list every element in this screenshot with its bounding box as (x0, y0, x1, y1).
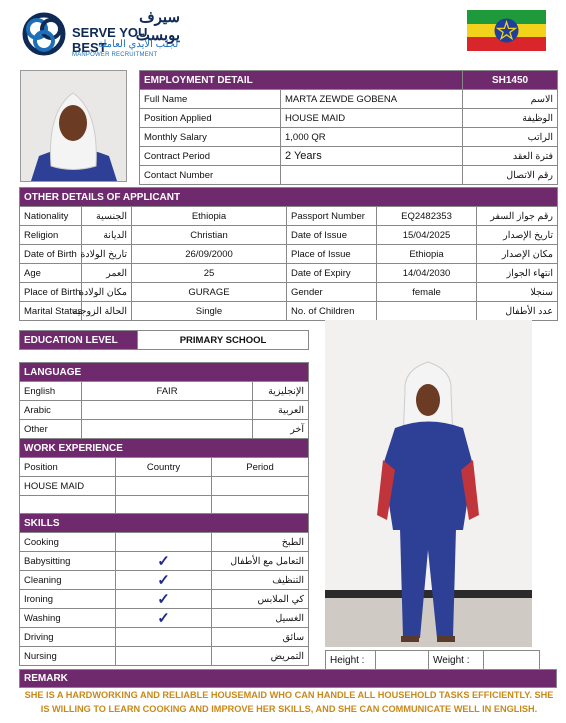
table-row (20, 533, 309, 552)
work-experience-table (19, 438, 309, 515)
other-details-table (19, 187, 558, 207)
language-name-arabic: الإنجليزية (253, 382, 309, 401)
work-header-row (20, 458, 309, 477)
check-icon: ✓ (116, 571, 212, 590)
skill-name-arabic: سائق (212, 628, 309, 647)
skills-title: SKILLS (20, 514, 309, 533)
field-value: 2 Years (281, 147, 463, 166)
applicant-code: SH1450 (463, 71, 558, 90)
table-row (20, 590, 309, 609)
language-name: Other (20, 420, 82, 439)
table-row (20, 226, 558, 245)
weight-value (484, 651, 540, 670)
table-row (20, 401, 309, 420)
field-value: Ethiopia (377, 245, 477, 264)
education-label: EDUCATION LEVEL (20, 331, 138, 350)
measurements-table (325, 650, 540, 670)
language-table (19, 362, 309, 439)
skill-name-arabic: الغسيل (212, 609, 309, 628)
logo-knot-icon (20, 12, 68, 56)
table-row (20, 647, 309, 666)
language-level (82, 401, 253, 420)
field-value (281, 166, 463, 185)
table-row (140, 166, 558, 185)
field-label: Religion (20, 226, 82, 245)
table-row (20, 283, 558, 302)
field-label-arabic: انتهاء الجواز (477, 264, 558, 283)
table-row (140, 90, 558, 109)
field-value: 14/04/2030 (377, 264, 477, 283)
field-label-arabic: عدد الأطفال (477, 302, 558, 321)
ethiopia-flag (467, 10, 546, 51)
field-label: Place of Issue (287, 245, 377, 264)
language-name: English (20, 382, 82, 401)
field-value: EQ2482353 (377, 207, 477, 226)
column-header: Country (116, 458, 212, 477)
check-icon: ✓ (116, 590, 212, 609)
table-row (20, 264, 558, 283)
field-label: Date of Expiry (287, 264, 377, 283)
logo-english-sub: MANPOWER RECRUITMENT (72, 52, 158, 58)
height-value (376, 651, 429, 670)
field-value: HOUSE MAID (281, 109, 463, 128)
skill-name-arabic: التمريض (212, 647, 309, 666)
field-label: Contact Number (140, 166, 281, 185)
table-row (140, 147, 558, 166)
field-label: Marital Status (20, 302, 82, 321)
work-position (20, 496, 116, 515)
field-value: Ethiopia (132, 207, 287, 226)
work-country (116, 477, 212, 496)
skill-name-arabic: التعامل مع الأطفال (212, 552, 309, 571)
field-value: 26/09/2000 (132, 245, 287, 264)
height-label: Height : (326, 651, 376, 670)
table-row (140, 109, 558, 128)
language-name-arabic: آخر (253, 420, 309, 439)
skill-name-arabic: الطبخ (212, 533, 309, 552)
table-row (20, 420, 309, 439)
field-label: No. of Children (287, 302, 377, 321)
field-label-arabic: الوظيفة (463, 109, 558, 128)
work-period (212, 496, 309, 515)
skill-name: Driving (20, 628, 116, 647)
field-value: Christian (132, 226, 287, 245)
skill-name: Cleaning (20, 571, 116, 590)
table-row (20, 245, 558, 264)
field-label: Full Name (140, 90, 281, 109)
field-label: Date of Birth (20, 245, 82, 264)
employment-title: EMPLOYMENT DETAIL (140, 71, 463, 90)
column-header: Period (212, 458, 309, 477)
other-details-rows (19, 206, 558, 321)
company-logo (20, 10, 180, 56)
language-level: FAIR (82, 382, 253, 401)
field-label-arabic: مكان الولادة (82, 283, 132, 302)
table-row (20, 552, 309, 571)
remark-title: REMARK (20, 670, 557, 688)
table-row (20, 571, 309, 590)
table-row (20, 628, 309, 647)
language-title: LANGUAGE (20, 363, 309, 382)
field-value: 1,000 QR (281, 128, 463, 147)
education-value: PRIMARY SCHOOL (138, 331, 309, 350)
field-value: 15/04/2025 (377, 226, 477, 245)
table-row (20, 207, 558, 226)
field-label-arabic: العمر (82, 264, 132, 283)
remark-table (19, 669, 557, 688)
skill-name-arabic: كي الملابس (212, 590, 309, 609)
field-value: MARTA ZEWDE GOBENA (281, 90, 463, 109)
field-label: Passport Number (287, 207, 377, 226)
field-label-arabic: سنجلا (477, 283, 558, 302)
language-name: Arabic (20, 401, 82, 420)
skill-name: Ironing (20, 590, 116, 609)
field-label-arabic: رقم جواز السفر (477, 207, 558, 226)
field-label-arabic: رقم الاتصال (463, 166, 558, 185)
field-label: Position Applied (140, 109, 281, 128)
table-row (20, 496, 309, 515)
field-label-arabic: الجنسية (82, 207, 132, 226)
field-label-arabic: تاريخ الإصدار (477, 226, 558, 245)
logo-arabic-name: سيرف يوبست (135, 9, 180, 44)
field-label: Nationality (20, 207, 82, 226)
field-label: Age (20, 264, 82, 283)
work-country (116, 496, 212, 515)
field-label-arabic: الديانة (82, 226, 132, 245)
applicant-portrait (20, 70, 127, 182)
language-level (82, 420, 253, 439)
field-label-arabic: مكان الإصدار (477, 245, 558, 264)
field-label-arabic: فترة العقد (463, 147, 558, 166)
other-details-title: OTHER DETAILS OF APPLICANT (20, 188, 558, 207)
field-value: GURAGE (132, 283, 287, 302)
check-icon: ✓ (116, 609, 212, 628)
field-value (377, 302, 477, 321)
remark-text: SHE IS A HARDWORKING AND RELIABLE HOUSEMAID WHO CAN HANDLE ALL HOUSEHOLD TASKS EFFICIENTLY. SHE IS WILLING TO LEARN COOKING AND IMPROVE HER SKILLS, AND SHE CAN COMMUNICATE WELL IN ENGLISH. (24, 690, 554, 714)
education-table (19, 330, 309, 350)
field-value: 25 (132, 264, 287, 283)
table-row (140, 128, 558, 147)
column-header: Position (20, 458, 116, 477)
field-label-arabic: تاريخ الولادة (82, 245, 132, 264)
work-title: WORK EXPERIENCE (20, 439, 309, 458)
skill-name: Cooking (20, 533, 116, 552)
field-value: female (377, 283, 477, 302)
employment-header-row (140, 71, 558, 90)
flag-emblem-icon (494, 18, 519, 43)
skill-check-cell (116, 628, 212, 647)
skill-check-cell (116, 533, 212, 552)
work-period (212, 477, 309, 496)
skill-name: Nursing (20, 647, 116, 666)
field-label: Contract Period (140, 147, 281, 166)
skill-name: Washing (20, 609, 116, 628)
field-label-arabic: الاسم (463, 90, 558, 109)
logo-english-name: SERVE YOU BEST (72, 25, 148, 55)
field-label: Date of Issue (287, 226, 377, 245)
skills-table (19, 513, 309, 666)
logo-arabic-sub: لجلب الايدي العاملة (98, 39, 179, 50)
table-row (20, 609, 309, 628)
table-row (20, 477, 309, 496)
table-row (20, 382, 309, 401)
field-label-arabic: الراتب (463, 128, 558, 147)
skill-check-cell (116, 647, 212, 666)
applicant-full-photo (325, 320, 532, 647)
field-value: Single (132, 302, 287, 321)
field-label-arabic: الحالة الزوجية (82, 302, 132, 321)
skill-name-arabic: التنظيف (212, 571, 309, 590)
skill-name: Babysitting (20, 552, 116, 571)
language-name-arabic: العربية (253, 401, 309, 420)
field-label: Place of Birth (20, 283, 82, 302)
work-position: HOUSE MAID (20, 477, 116, 496)
employment-detail-table (139, 70, 558, 185)
field-label: Monthly Salary (140, 128, 281, 147)
weight-label: Weight : (429, 651, 484, 670)
check-icon: ✓ (116, 552, 212, 571)
table-row (20, 302, 558, 321)
field-label: Gender (287, 283, 377, 302)
